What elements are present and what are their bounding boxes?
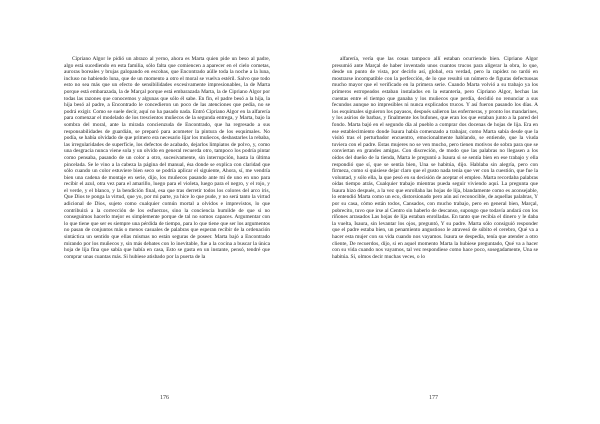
right-page-number: 177 [429, 395, 438, 401]
right-page-body-text: alfarería, vería que las cosas tampoco allí estaban ocurriendo bien. Cipriano Algor presumió ante Marçal de haber inventado unos cuantos trucos para aligerar la obra, lo que, desde un punto de vista, por decirlo así, global, era verdad, pero la rapidez no tardó en mostrarse incompatible con la perfección, de lo que resultó un número de figuras defectuosas mucho mayor que el verificado en la primera serie. Cuando Marta volvió a su trabajo ya los primeros estropeados estaban instalados en la estantería, pero Cipriano Algor, hechas las cuentas entre el tiempo que ganaba y los muñecos que perdía, decidió no renunciar a sus fecundos aunque no impresibles ni nunca explicados trucos. Y así fueron pasando los días. A los esquimales siguieron los payasos, después salieron las enfermeras, y pronto los mandarines, y los asirios de barbas, y finalmente los bufones, que eran los que estaban junto a la pared del fondo. Marta bajó en el segundo día al pueblo a comprar dos docenas de hojas de lija. Era en ese establecimiento donde Isaura había comenzado a trabajar, como Marta sabía desde que la visitó tras el perturbador encuentro, emocionalmente hablando, se entiende, que la viuda tuviera con el padre. Estas mujeres no se ven mucho, pero tienen motivos de sobra para que se conviertan en grandes amigas. Con discreción, de modo que las palabras no llegasen a los oídos del dueño de la tienda, Marta le preguntó a Isaura si se sentía bien en ese trabajo y ella respondió que sí, que se sentía bien, Una se habitúa, dijo. Hablaba sin alegría, pero con firmeza, como si quisiese dejar claro que el gusto nada tenía que ver con la cuestión, que fue la voluntad, y sólo ella, la que pesó en su decisión de aceptar el empleo. Marta recordaba palabras oídas tiempo atrás, Cualquier trabajo mientras pueda seguir viviendo aquí. La pregunta que Isaura hizo después, a la vez que enrollaba las hojas de lija, blandamente como es aconsejable, lo entendió Marta como un eco, distorsionado pero aún así reconocible, de aquellas palabras, Y por su casa, cómo están todos, Cansados, con mucho trabajo, pero en general bien, Marçal, pobrecito, tuvo que irse al Centro sin haberlo de descanso, supongo que todavía andará con los ríñones arrasados Las hojas de lija estaban enrolladas. En tanto que recibía el dinero y le daba la vuelta, Isaura, sin levantar los ojos, preguntó, Y su padre. Marta sólo consiguió responder que el padre estaba bien, un penamiento angustioso le atravesó de súbito el cerebro, Qué va a hacer esta mujer con su vida cuando nos vayamos. Isaura se despedía, tenía que atender a otro cliente, De recuerdos, dijo, si en aquel momento Marta la hubiese preguntado, Qué va a hacer con su vida cuando nos vayamos, tal vez respondiese como hace poco, sosegadamente, Una se habitúa. Sí, olmos decir muchas veces, o lo [332, 56, 538, 260]
left-page-body-text: Cipriano Algor le pidió un abrazo al yerno, ahora es Marta quien pide un beso al padre, algo está sucediendo en esta familia, sólo falta que comiencen a aparecer en el cielo cometas, auroras boreales y brujas galopando en escobas, que Encontrado aúlle toda la noche a la luna, incluso no habiendo luna, que de un momento a otro el moral se vuelva estéril. Salvo que todo esto no sea más que un efecto de sensibilidades excesivamente impresionables, la de Marta porque está embarazada, la de Marçal porque está embarazada Marta, la de Cipriano Algor por todas las razones que conocemos y algunas que sólo él sabe. En fin, el padre besó a la hija, la hija besó al padre, a Encontrado le concedieron un poco de las atenciones que pedía, no se podrá exigir. Como se suele decir, aquí no ha pasado nada. Entró Cipriano Algor en la alfarería para comenzar el modelado de los trescientos muñecos de la segunda entrega, y Marta, bajo la sombra del moral, ante la mirada concienzuda de Encontrado, que ha regresado a sus responsabilidades de guardián, se preparó para acometer la pintura de los esquimales. No podía, se había olvidado de que primero era necesario lijar los muñecos, desbastarles la rebaba, las irregularidades de superficie, los defectos de acabado, dejarlos limpiatos de polvo, y, como una desgracia nunca viene sola y un olvido en general recuerda otro, tampoco los podría pintar como pensaba, pasando de un color a otro, sucesivamente, sin interrupción, hasta la última pincelada. Se le vino a la cabeza la página del manual, ésa donde se explica con claridad que sólo cuando un color estuviere bien seco se podría aplicar el siguiente, Ahora, sí, me vendría bien una cadena de montaje en serie, dijo, los muñecos pasando ante mí de uno en uno para recibir el azul, otra vez para el amarillo, luego para el violeta, luego para el negro, y el rojo, y el verde, y el blanco, y la bendición final, esa que tras derretir todos los colores del arco iris, Que Dios te ponga la virtud, que yo, por mi parte, ya hice lo que pude, y no será tanto la virtud adicional de Dios, sujeto como cualquier común mortal a olvidos e imprevistos, lo que contribuirá a la corrección de los esfuerzos, sino la conciencia humilde de que si no conseguimos hacerlo mejor es simplemente porque de tal no somos capaces. Argumentar con lo que tiene que ser es siempre una pérdida de tiempo, para lo que tiene que ser los argumentos no pasan de conjuntos más o menos casuales de palabras que esperan recibir de la ordenación sintáctica un sentido que ellas mismas no están seguras de poseer. Marta bajó a Encontrado mirando por los muñecos y, sin más debates con lo inevitable, fue a la cocina a buscar la única hoja de lija fina que sabía que había en casa, Esto se gasta en un instante, pensó, tendré que comprar unas cuantas más. Si hubiese atisbado por la puerta de la [64, 56, 270, 260]
right-page [300, 0, 600, 424]
left-page-number: 176 [160, 395, 169, 401]
